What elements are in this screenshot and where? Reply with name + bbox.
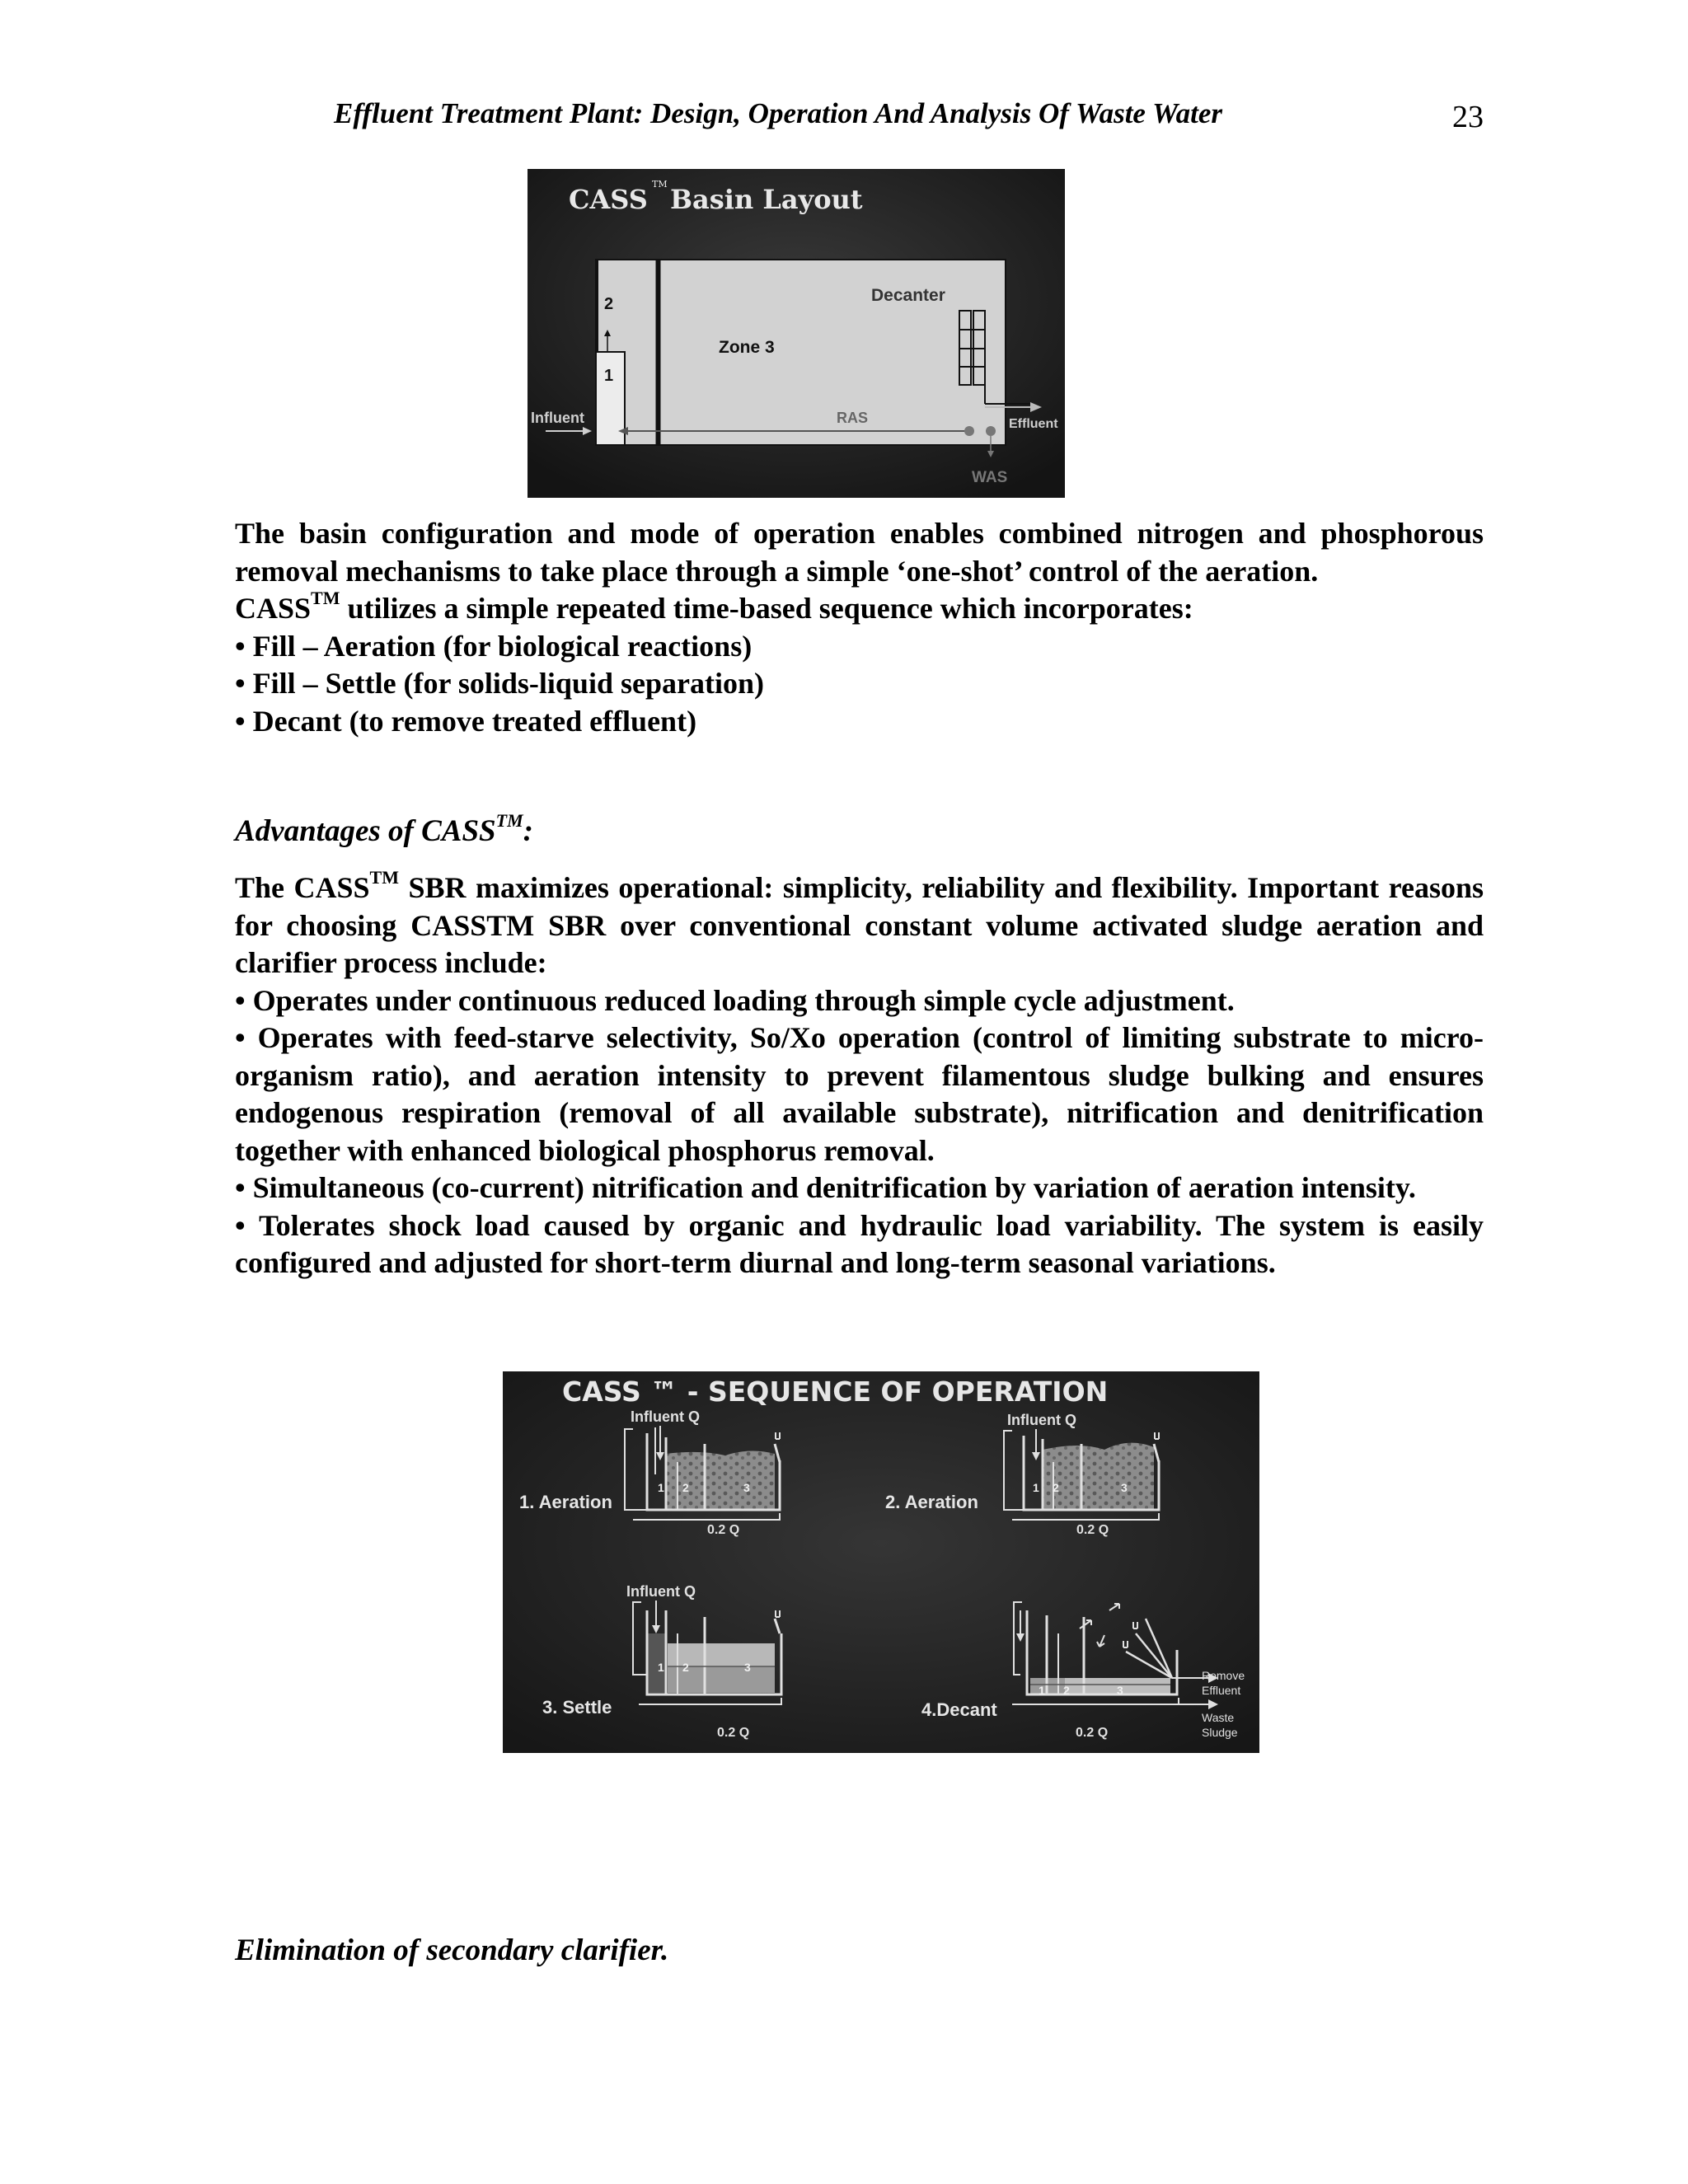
flow-label: 0.2 Q: [1076, 1726, 1109, 1740]
sludge-label: Sludge: [1202, 1726, 1238, 1739]
decant-label: 4.Decant: [921, 1699, 997, 1720]
aeration-1-label: 1. Aeration: [519, 1492, 612, 1512]
zone-3-label: Zone 3: [719, 338, 775, 357]
advantages-heading-text: Advantages of CASS: [235, 814, 496, 848]
zone-2-label: 2: [1053, 1481, 1059, 1494]
zone-1-label: 1: [604, 367, 614, 385]
basin-layout-diagram: [528, 169, 1065, 498]
sequence-title: CASS ™ - SEQUENCE OF OPERATION: [562, 1376, 1109, 1408]
advantages-heading: [235, 809, 533, 849]
tm-superscript: TM: [369, 867, 399, 888]
elimination-heading: Elimination of secondary clarifier.: [235, 1933, 669, 1967]
tm-superscript: TM: [311, 588, 340, 608]
cass-term: CASS: [235, 592, 312, 625]
remove-label: Remove: [1202, 1669, 1245, 1682]
zone-3-label: 3: [1121, 1481, 1128, 1494]
page-number: 23: [1452, 100, 1484, 134]
intro-paragraph: The basin configuration and mode of operation enables combined nitrogen and phosphorous removal mechanisms to take place through a simple ‘one-shot’ control of the aeration.: [235, 517, 1484, 588]
basin-title-rest: Basin Layout: [670, 184, 863, 215]
sequence-diagram: [503, 1371, 1259, 1753]
advantages-lead: [235, 869, 1484, 982]
advantages-heading-colon: :: [523, 814, 533, 848]
lead-post: SBR maximizes operational: simplicity, reliability and flexibility. Important reasons for choosing CASSTM SBR over conventional constant volume activated sludge aeration and clarifier process include:: [235, 871, 1484, 979]
influent-q-label: Influent Q: [631, 1408, 700, 1425]
zone-3-label: 3: [1117, 1684, 1123, 1697]
influent-label: Influent: [531, 410, 584, 426]
zone-1-label: 1: [1033, 1481, 1039, 1494]
influent-q-label: Influent Q: [626, 1583, 696, 1600]
flow-label: 0.2 Q: [1076, 1523, 1109, 1537]
zone-1-label: 1: [1039, 1684, 1045, 1697]
basin-layout-figure: [528, 169, 1065, 498]
running-title: Effluent Treatment Plant: Design, Operation And Analysis Of Waste Water: [334, 97, 1222, 129]
zone-3-label: 3: [743, 1481, 750, 1494]
aeration-2-label: 2. Aeration: [885, 1492, 978, 1512]
advantage-bullet: • Operates under continuous reduced loading through simple cycle adjustment.: [235, 983, 1235, 1017]
advantage-bullet: • Simultaneous (co-current) nitrification and denitrification by variation of aeration intensity.: [235, 1171, 1416, 1204]
was-label: WAS: [972, 469, 1008, 486]
ras-label: RAS: [837, 410, 869, 426]
sequence-bullet: • Decant (to remove treated effluent): [235, 704, 697, 738]
zone-2-label: 2: [1063, 1684, 1070, 1697]
lead-pre: The CASS: [235, 871, 370, 904]
sequence-lead: utilizes a simple repeated time-based sequence which incorporates:: [340, 592, 1193, 625]
zone-1-label: 1: [658, 1661, 664, 1674]
flow-label: 0.2 Q: [707, 1523, 740, 1537]
zone-2-label: 2: [604, 295, 614, 313]
zone-3-label: 3: [744, 1661, 751, 1674]
sequence-of-operation-figure: [503, 1371, 1259, 1753]
remove-effluent-label: Effluent: [1202, 1684, 1241, 1697]
advantage-bullet: • Tolerates shock load caused by organic and hydraulic load variability. The system is easily configured and adjusted for short-term diurnal and long-term seasonal variations.: [235, 1208, 1484, 1279]
basin-title-tm: TM: [652, 179, 668, 190]
zone-1-label: 1: [658, 1481, 664, 1494]
advantages-text: [235, 869, 1484, 1282]
intro-text: [235, 515, 1484, 740]
settle-label: 3. Settle: [542, 1697, 612, 1718]
decanter-label: Decanter: [871, 286, 945, 305]
zone-2-label: 2: [682, 1481, 689, 1494]
sequence-bullet: • Fill – Settle (for solids-liquid separation): [235, 667, 764, 700]
advantage-bullet: • Operates with feed-starve selectivity, So/Xo operation (control of limiting substrate to micro-organism ratio), and aeration intensity to prevent filamentous sludge bulking and ensures endogenous respiration (removal of all available substrate), nitrification and denitrification together with enhanced biological phosphorus removal.: [235, 1021, 1484, 1167]
influent-q-label: Influent Q: [1007, 1412, 1076, 1428]
zone-3-tank: [659, 260, 1006, 445]
tm-superscript: TM: [495, 809, 523, 831]
basin-title-cass: CASS: [569, 184, 648, 215]
intro-sequence-sentence: [235, 590, 1484, 628]
sequence-bullet: • Fill – Aeration (for biological reactions): [235, 629, 753, 663]
effluent-label: Effluent: [1009, 417, 1058, 431]
waste-label: Waste: [1202, 1711, 1235, 1724]
flow-label: 0.2 Q: [717, 1726, 750, 1740]
zone-2-label: 2: [682, 1661, 689, 1674]
